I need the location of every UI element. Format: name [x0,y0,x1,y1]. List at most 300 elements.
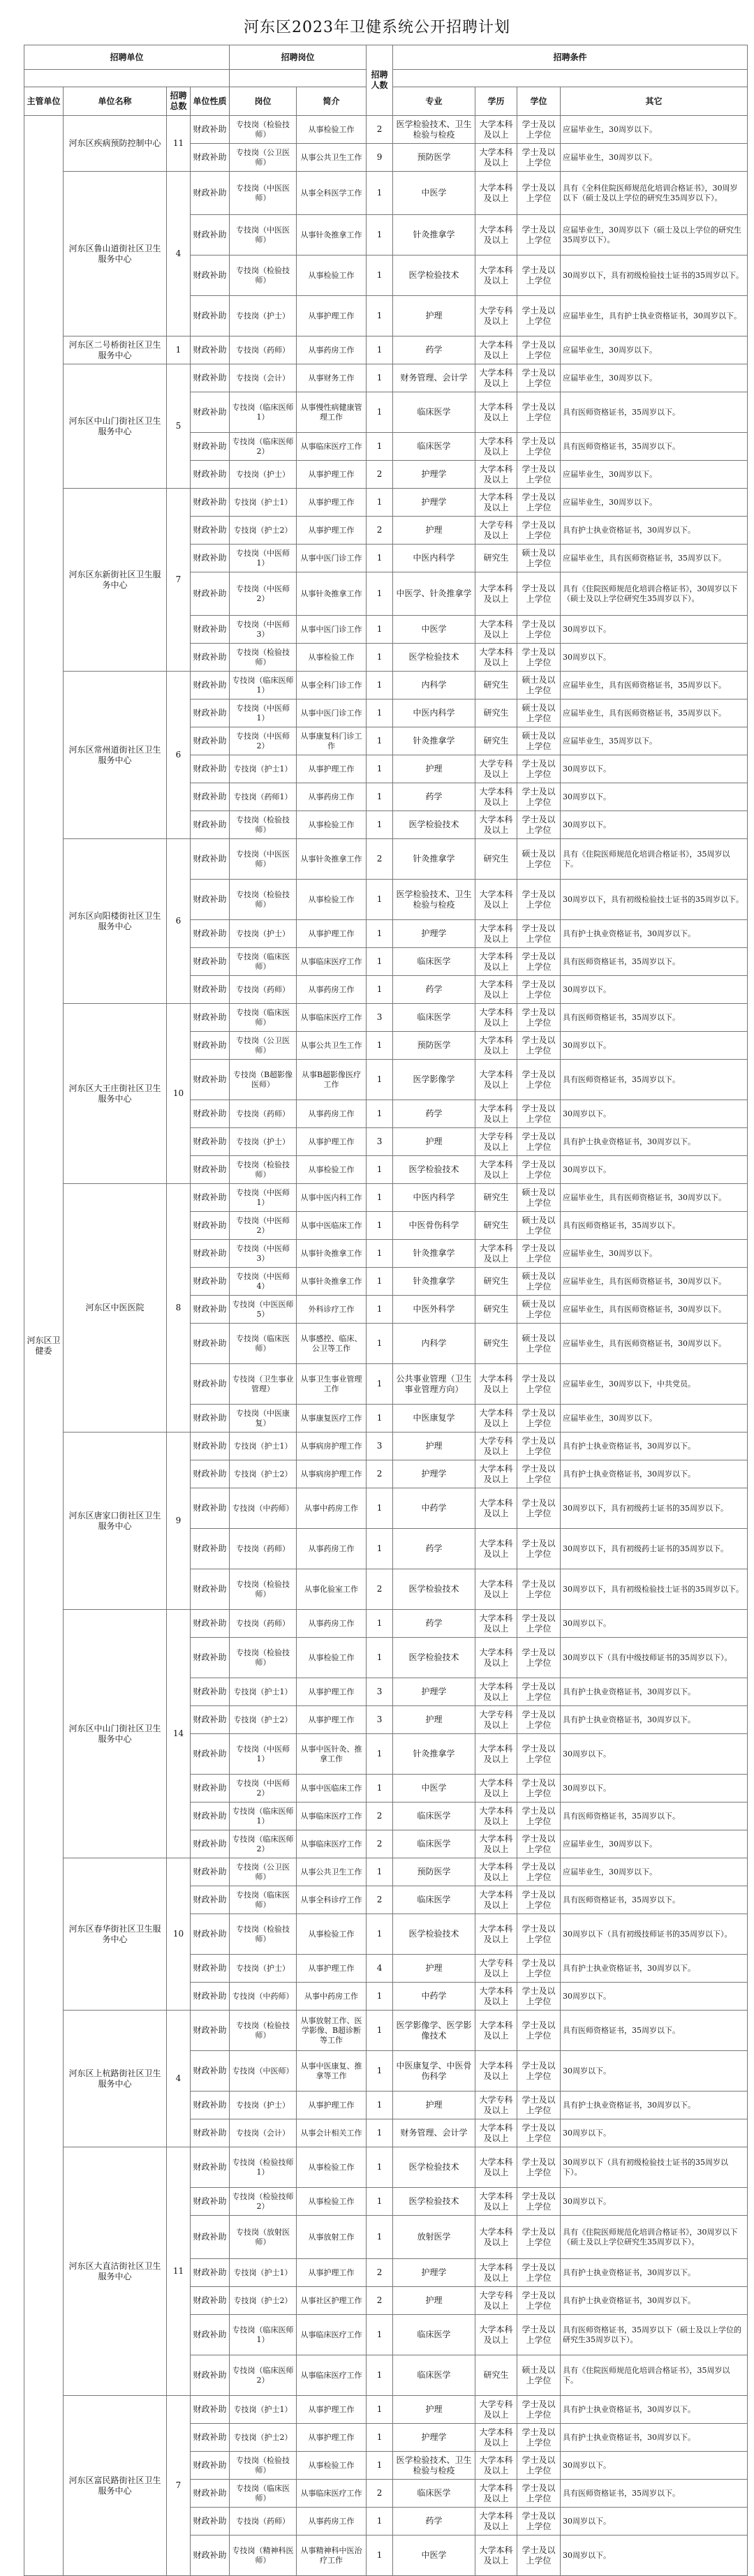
post-brief-cell: 从事检验工作 [297,644,367,672]
education-cell: 大学本科及以上 [475,2315,517,2355]
post-name-cell: 专技岗（中医师） [230,2051,297,2092]
major-cell: 医学检验技术 [393,811,475,839]
table-row [24,489,748,517]
unit-total-cell: 7 [167,489,191,672]
major-cell: 药学 [393,2508,475,2536]
major-cell: 中医康复学 [393,1405,475,1433]
degree-cell: 学士及以上学位 [517,2452,561,2480]
table-row [24,2396,748,2424]
post-brief-cell: 从事检验工作 [297,1638,367,1678]
other-requirements-cell: 具有护士执业资格证书，30周岁以下。 [561,2424,748,2452]
hire-count-cell: 1 [367,1156,393,1184]
major-cell: 临床医学 [393,1830,475,1858]
education-cell: 大学本科及以上 [475,461,517,489]
hire-count-cell: 1 [367,2315,393,2355]
education-cell: 研究生 [475,839,517,880]
post-name-cell: 专技岗（临床医师） [230,948,297,976]
post-name-cell: 专技岗（中药师） [230,1983,297,2011]
other-requirements-cell: 应届毕业生，30周岁以下。 [561,116,748,144]
major-cell: 中医内科学 [393,545,475,572]
major-cell: 中医学 [393,1775,475,1803]
major-cell: 中药学 [393,1488,475,1529]
education-cell: 大学专科及以上 [475,1706,517,1734]
hire-count-cell: 1 [367,545,393,572]
major-cell: 中医学、针灸推拿学 [393,572,475,616]
degree-cell: 硕士及以上学位 [517,1212,561,1240]
major-cell: 医学影像学、医学影像技术 [393,2011,475,2051]
hire-count-cell: 3 [367,1433,393,1460]
post-brief-cell: 从事药房工作 [297,1100,367,1128]
header-unit-name: 单位名称 [64,87,167,116]
major-cell: 临床医学 [393,2480,475,2508]
major-cell: 药学 [393,783,475,811]
hire-count-cell: 1 [367,1032,393,1060]
education-cell: 大学本科及以上 [475,1488,517,1529]
degree-cell: 学士及以上学位 [517,572,561,616]
admin-unit-cell: 河东区卫健委 [24,116,64,2576]
hire-count-cell: 1 [367,2424,393,2452]
other-requirements-cell: 30周岁以下。 [561,2508,748,2536]
unit-type-cell: 财政补助 [191,616,230,644]
other-requirements-cell: 30周岁以下。 [561,1983,748,2011]
degree-cell: 学士及以上学位 [517,2315,561,2355]
other-requirements-cell: 具有《住院医师规范化培训合格证书》，35周岁以下。 [561,2355,748,2396]
education-cell: 大学本科及以上 [475,616,517,644]
post-brief-cell: 从事护理工作 [297,1128,367,1156]
unit-type-cell: 财政补助 [191,1610,230,1638]
other-requirements-cell: 应届毕业生，具有医师资格证书，30周岁以下。 [561,1296,748,1324]
unit-type-cell: 财政补助 [191,1433,230,1460]
education-cell: 大学本科及以上 [475,1405,517,1433]
post-name-cell: 专技岗（中医师2） [230,1212,297,1240]
other-requirements-cell: 30周岁以下。 [561,976,748,1004]
post-name-cell: 专技岗（中医师4） [230,1268,297,1296]
unit-name-cell: 河东区东新街社区卫生服务中心 [64,489,167,672]
hire-count-cell: 1 [367,392,393,433]
post-brief-cell: 从事公共卫生工作 [297,144,367,172]
major-cell: 护理学 [393,920,475,948]
post-brief-cell: 从事B超影像医疗工作 [297,1060,367,1100]
major-cell: 护理学 [393,461,475,489]
other-requirements-cell: 30周岁以下。 [561,2452,748,2480]
unit-type-cell: 财政补助 [191,517,230,545]
degree-cell: 学士及以上学位 [517,1678,561,1706]
major-cell: 医学检验技术 [393,644,475,672]
hire-count-cell: 1 [367,2188,393,2216]
unit-type-cell: 财政补助 [191,572,230,616]
post-name-cell: 专技岗（临床医师1） [230,2315,297,2355]
unit-type-cell: 财政补助 [191,1678,230,1706]
post-brief-cell: 从事中药房工作 [297,1488,367,1529]
post-brief-cell: 从事财务工作 [297,364,367,392]
other-requirements-cell: 应届毕业生，30周岁以下。 [561,1858,748,1886]
education-cell: 大学本科及以上 [475,1638,517,1678]
unit-type-cell: 财政补助 [191,172,230,215]
table-row [24,1184,748,1212]
education-cell: 大学本科及以上 [475,948,517,976]
education-cell: 大学本科及以上 [475,2011,517,2051]
other-requirements-cell: 具有《全科住院医师规范化培训合格证书》，30周岁以下（硕士及以上学位的研究生35周岁以下）。 [561,172,748,215]
unit-type-cell: 财政补助 [191,1914,230,1955]
unit-type-cell: 财政补助 [191,2315,230,2355]
education-cell: 大学本科及以上 [475,2216,517,2259]
unit-type-cell: 财政补助 [191,2396,230,2424]
unit-total-cell: 4 [167,2011,191,2147]
hire-count-cell: 1 [367,727,393,755]
table-body [24,116,748,2576]
other-requirements-cell: 具有医师资格证书，35周岁以下。 [561,433,748,461]
other-requirements-cell: 30周岁以下，具有初级检验技士证书的35周岁以下。 [561,256,748,296]
hire-count-cell: 1 [367,489,393,517]
degree-cell: 学士及以上学位 [517,1032,561,1060]
unit-type-cell: 财政补助 [191,2188,230,2216]
hire-count-cell: 1 [367,2452,393,2480]
degree-cell: 学士及以上学位 [517,920,561,948]
other-requirements-cell: 具有医师资格证书，35周岁以下。 [561,1060,748,1100]
post-brief-cell: 从事护理工作 [297,461,367,489]
hire-count-cell: 1 [367,256,393,296]
post-brief-cell: 从事护理工作 [297,2424,367,2452]
degree-cell: 学士及以上学位 [517,1955,561,1983]
education-cell: 大学专科及以上 [475,755,517,783]
unit-type-cell: 财政补助 [191,1184,230,1212]
other-requirements-cell: 具有护士执业资格证书，30周岁以下。 [561,1955,748,1983]
major-cell: 临床医学 [393,2355,475,2396]
unit-name-cell: 河东区二号桥街社区卫生服务中心 [64,336,167,364]
degree-cell: 学士及以上学位 [517,1706,561,1734]
other-requirements-cell: 30周岁以下。 [561,2051,748,2092]
unit-type-cell: 财政补助 [191,461,230,489]
hire-count-cell: 1 [367,1184,393,1212]
other-requirements-cell: 具有护士执业资格证书，30周岁以下。 [561,517,748,545]
other-requirements-cell: 30周岁以下。 [561,2119,748,2147]
unit-type-cell: 财政补助 [191,976,230,1004]
post-name-cell: 专技岗（中医师1） [230,1734,297,1775]
degree-cell: 学士及以上学位 [517,1100,561,1128]
major-cell: 中医学 [393,2536,475,2576]
unit-name-cell: 河东区疾病预防控制中心 [64,116,167,172]
major-cell: 财务管理、会计学 [393,2119,475,2147]
hire-count-cell: 1 [367,1296,393,1324]
post-brief-cell: 从事中药房工作 [297,1983,367,2011]
unit-type-cell: 财政补助 [191,672,230,699]
post-brief-cell: 从事护理工作 [297,2396,367,2424]
post-brief-cell: 从事护理工作 [297,1955,367,1983]
hire-count-cell: 1 [367,672,393,699]
unit-type-cell: 财政补助 [191,1032,230,1060]
degree-cell: 学士及以上学位 [517,2119,561,2147]
other-requirements-cell: 具有《住院医师规范化培训合格证书》，30周岁以下（硕士及以上学位研究生35周岁以下）。 [561,2216,748,2259]
major-cell: 护理 [393,1128,475,1156]
major-cell: 中医外科学 [393,1296,475,1324]
education-cell: 大学本科及以上 [475,1803,517,1830]
post-name-cell: 专技岗（临床医师2） [230,2355,297,2396]
hire-count-cell: 1 [367,2051,393,2092]
unit-type-cell: 财政补助 [191,545,230,572]
major-cell: 医学检验技术 [393,1914,475,1955]
post-name-cell: 专技岗（护士2） [230,517,297,545]
hire-count-cell: 1 [367,1100,393,1128]
education-cell: 大学本科及以上 [475,1914,517,1955]
unit-type-cell: 财政补助 [191,1324,230,1364]
other-requirements-cell: 30周岁以下，具有初级药士证书的35周岁以下。 [561,1488,748,1529]
other-requirements-cell: 具有医师资格证书，35周岁以下。 [561,1803,748,1830]
degree-cell: 学士及以上学位 [517,2092,561,2119]
post-brief-cell: 从事临床医疗工作 [297,1830,367,1858]
education-cell: 大学专科及以上 [475,2396,517,2424]
education-cell: 大学本科及以上 [475,215,517,256]
major-cell: 护理 [393,2287,475,2315]
hire-count-cell: 1 [367,1324,393,1364]
header-unit-type: 单位性质 [191,87,230,116]
post-name-cell: 专技岗（检验技师） [230,1638,297,1678]
other-requirements-cell: 30周岁以下，具有初级检验技士证书的35周岁以下。 [561,880,748,920]
degree-cell: 学士及以上学位 [517,1364,561,1405]
hire-count-cell: 1 [367,2011,393,2051]
unit-type-cell: 财政补助 [191,1858,230,1886]
hire-count-cell: 1 [367,699,393,727]
unit-type-cell: 财政补助 [191,2119,230,2147]
education-cell: 大学本科及以上 [475,1240,517,1268]
education-cell: 研究生 [475,545,517,572]
unit-type-cell: 财政补助 [191,364,230,392]
degree-cell: 学士及以上学位 [517,1775,561,1803]
post-brief-cell: 从事药房工作 [297,1529,367,1569]
post-name-cell: 专技岗（检验技师） [230,644,297,672]
other-requirements-cell: 具有医师资格证书，35周岁以下。 [561,948,748,976]
post-brief-cell: 从事全科门诊工作 [297,672,367,699]
degree-cell: 硕士及以上学位 [517,672,561,699]
other-requirements-cell: 30周岁以下。 [561,783,748,811]
unit-total-cell: 4 [167,172,191,336]
unit-total-cell: 10 [167,1004,191,1184]
post-brief-cell: 从事中医门诊工作 [297,545,367,572]
post-brief-cell: 从事病房护理工作 [297,1433,367,1460]
major-cell: 临床医学 [393,948,475,976]
education-cell: 大学本科及以上 [475,1100,517,1128]
post-name-cell: 专技岗（公卫医师） [230,1032,297,1060]
unit-name-cell: 河东区中医医院 [64,1184,167,1433]
education-cell: 大学本科及以上 [475,1032,517,1060]
education-cell: 大学专科及以上 [475,1433,517,1460]
post-name-cell: 专技岗（临床医师1） [230,1803,297,1830]
degree-cell: 学士及以上学位 [517,336,561,364]
other-requirements-cell: 具有护士执业资格证书，30周岁以下。 [561,2092,748,2119]
unit-type-cell: 财政补助 [191,2355,230,2396]
unit-type-cell: 财政补助 [191,215,230,256]
education-cell: 大学本科及以上 [475,2508,517,2536]
major-cell: 医学检验技术 [393,1569,475,1610]
post-brief-cell: 从事检验工作 [297,2452,367,2480]
post-brief-cell: 从事卫生事业管理工作 [297,1364,367,1405]
post-name-cell: 专技岗（临床医师1） [230,672,297,699]
unit-name-cell: 河东区大王庄街社区卫生服务中心 [64,1004,167,1184]
post-name-cell: 专技岗（护士2） [230,2424,297,2452]
other-requirements-cell: 应届毕业生，30周岁以下。 [561,461,748,489]
degree-cell: 学士及以上学位 [517,1529,561,1569]
degree-cell: 学士及以上学位 [517,1460,561,1488]
major-cell: 护理学 [393,2424,475,2452]
post-brief-cell: 从事临床医疗工作 [297,2480,367,2508]
post-name-cell: 专技岗（护士1） [230,2259,297,2287]
major-cell: 护理学 [393,1678,475,1706]
hire-count-cell: 1 [367,215,393,256]
hire-count-cell: 1 [367,1734,393,1775]
major-cell: 护理 [393,1433,475,1460]
document-title: 河东区2023年卫健系统公开招聘计划 [244,19,510,36]
hire-count-cell: 3 [367,1706,393,1734]
hire-count-cell: 1 [367,1364,393,1405]
degree-cell: 学士及以上学位 [517,644,561,672]
post-brief-cell: 从事放射工作 [297,2216,367,2259]
other-requirements-cell: 30周岁以下。 [561,1734,748,1775]
major-cell: 临床医学 [393,1886,475,1914]
degree-cell: 学士及以上学位 [517,1858,561,1886]
unit-name-cell: 河东区向阳楼街社区卫生服务中心 [64,839,167,1004]
hire-count-cell: 1 [367,783,393,811]
unit-type-cell: 财政补助 [191,948,230,976]
hire-count-cell: 1 [367,1775,393,1803]
education-cell: 大学本科及以上 [475,920,517,948]
post-name-cell: 专技岗（检验技师） [230,880,297,920]
other-requirements-cell: 30周岁以下。 [561,1100,748,1128]
degree-cell: 学士及以上学位 [517,489,561,517]
other-requirements-cell: 应届毕业生，30周岁以下（硕士及以上学位的研究生35周岁以下）。 [561,215,748,256]
hire-count-cell: 1 [367,433,393,461]
unit-type-cell: 财政补助 [191,811,230,839]
unit-type-cell: 财政补助 [191,2536,230,2576]
post-brief-cell: 从事临床医疗工作 [297,433,367,461]
education-cell: 大学本科及以上 [475,2119,517,2147]
education-cell: 大学专科及以上 [475,2287,517,2315]
post-brief-cell: 从事针灸推拿工作 [297,572,367,616]
post-brief-cell: 从事护理工作 [297,296,367,336]
other-requirements-cell: 具有护士执业资格证书，30周岁以下。 [561,1433,748,1460]
major-cell: 医学检验技术 [393,1156,475,1184]
unit-type-cell: 财政补助 [191,1734,230,1775]
unit-type-cell: 财政补助 [191,1886,230,1914]
degree-cell: 学士及以上学位 [517,1830,561,1858]
education-cell: 大学专科及以上 [475,1955,517,1983]
major-cell: 医学检验技术 [393,256,475,296]
education-cell: 大学本科及以上 [475,1004,517,1032]
post-name-cell: 专技岗（检验技师） [230,1156,297,1184]
header-unit-total: 招聘总数 [167,87,191,116]
post-name-cell: 专技岗（检验技师2） [230,2188,297,2216]
hire-count-cell: 3 [367,1678,393,1706]
post-brief-cell: 从事临床医疗工作 [297,2315,367,2355]
header-condition-group: 招聘条件 [393,45,748,70]
degree-cell: 学士及以上学位 [517,1610,561,1638]
other-requirements-cell: 30周岁以下（具有初级检验技士证书的35周岁以下）。 [561,2147,748,2188]
major-cell: 预防医学 [393,1858,475,1886]
education-cell: 大学本科及以上 [475,644,517,672]
degree-cell: 学士及以上学位 [517,116,561,144]
degree-cell: 学士及以上学位 [517,1734,561,1775]
degree-cell: 学士及以上学位 [517,1405,561,1433]
education-cell: 大学本科及以上 [475,116,517,144]
other-requirements-cell: 30周岁以下。 [561,1775,748,1803]
major-cell: 医学检验技术、卫生检验与检疫 [393,880,475,920]
degree-cell: 学士及以上学位 [517,2011,561,2051]
unit-type-cell: 财政补助 [191,1156,230,1184]
other-requirements-cell: 具有护士执业资格证书，30周岁以下。 [561,1678,748,1706]
education-cell: 大学本科及以上 [475,1364,517,1405]
degree-cell: 学士及以上学位 [517,2188,561,2216]
unit-type-cell: 财政补助 [191,1529,230,1569]
hire-count-cell: 1 [367,1858,393,1886]
major-cell: 放射医学 [393,2216,475,2259]
unit-name-cell: 河东区大直沽街社区卫生服务中心 [64,2147,167,2396]
post-brief-cell: 从事检验工作 [297,1156,367,1184]
hire-count-cell: 1 [367,1488,393,1529]
major-cell: 医学检验技术、卫生检验与检疫 [393,116,475,144]
other-requirements-cell: 应届毕业生，30周岁以下。 [561,1405,748,1433]
hire-count-cell: 2 [367,1460,393,1488]
hire-count-cell: 2 [367,1569,393,1610]
major-cell: 中药学 [393,1983,475,2011]
post-brief-cell: 从事检验工作 [297,811,367,839]
unit-type-cell: 财政补助 [191,1460,230,1488]
post-name-cell: 专技岗（中医师3） [230,616,297,644]
unit-type-cell: 财政补助 [191,2147,230,2188]
unit-name-cell: 河东区中山门街社区卫生服务中心 [64,1610,167,1858]
unit-type-cell: 财政补助 [191,1364,230,1405]
post-brief-cell: 从事针灸推拿工作 [297,215,367,256]
unit-type-cell: 财政补助 [191,2452,230,2480]
major-cell: 药学 [393,1100,475,1128]
major-cell: 护理 [393,2396,475,2424]
education-cell: 大学本科及以上 [475,811,517,839]
other-requirements-cell: 应届毕业生，30周岁以下。 [561,364,748,392]
other-requirements-cell: 应届毕业生，具有护士执业资格证书，30周岁以下。 [561,296,748,336]
post-name-cell: 专技岗（检验技师） [230,116,297,144]
degree-cell: 学士及以上学位 [517,811,561,839]
hire-count-cell: 2 [367,2259,393,2287]
unit-total-cell: 10 [167,1858,191,2011]
education-cell: 大学本科及以上 [475,1610,517,1638]
post-brief-cell: 从事慢性病健康管理工作 [297,392,367,433]
post-brief-cell: 从事中医临床工作 [297,1775,367,1803]
post-brief-cell: 从事检验工作 [297,256,367,296]
post-name-cell: 专技岗（中医康复） [230,1405,297,1433]
education-cell: 大学本科及以上 [475,2452,517,2480]
unit-type-cell: 财政补助 [191,699,230,727]
degree-cell: 学士及以上学位 [517,1433,561,1460]
unit-name-cell: 河东区春华街社区卫生服务中心 [64,1858,167,2011]
education-cell: 大学本科及以上 [475,1858,517,1886]
post-name-cell: 专技岗（护士） [230,296,297,336]
hire-count-cell: 2 [367,1886,393,1914]
unit-type-cell: 财政补助 [191,296,230,336]
other-requirements-cell: 应届毕业生，30周岁以下。 [561,144,748,172]
hire-count-cell: 1 [367,172,393,215]
post-name-cell: 专技岗（护士1） [230,1678,297,1706]
other-requirements-cell: 应届毕业生，30周岁以下，中共党员。 [561,1364,748,1405]
education-cell: 大学本科及以上 [475,2051,517,2092]
education-cell: 大学本科及以上 [475,1569,517,1610]
degree-cell: 学士及以上学位 [517,144,561,172]
post-brief-cell: 从事病房护理工作 [297,1460,367,1488]
education-cell: 大学专科及以上 [475,296,517,336]
hire-count-cell: 1 [367,1638,393,1678]
degree-cell: 学士及以上学位 [517,517,561,545]
education-cell: 大学专科及以上 [475,2092,517,2119]
major-cell: 护理 [393,517,475,545]
post-name-cell: 专技岗（药师） [230,1610,297,1638]
post-name-cell: 专技岗（精神科医师） [230,2536,297,2576]
post-brief-cell: 从事中医临床工作 [297,1212,367,1240]
